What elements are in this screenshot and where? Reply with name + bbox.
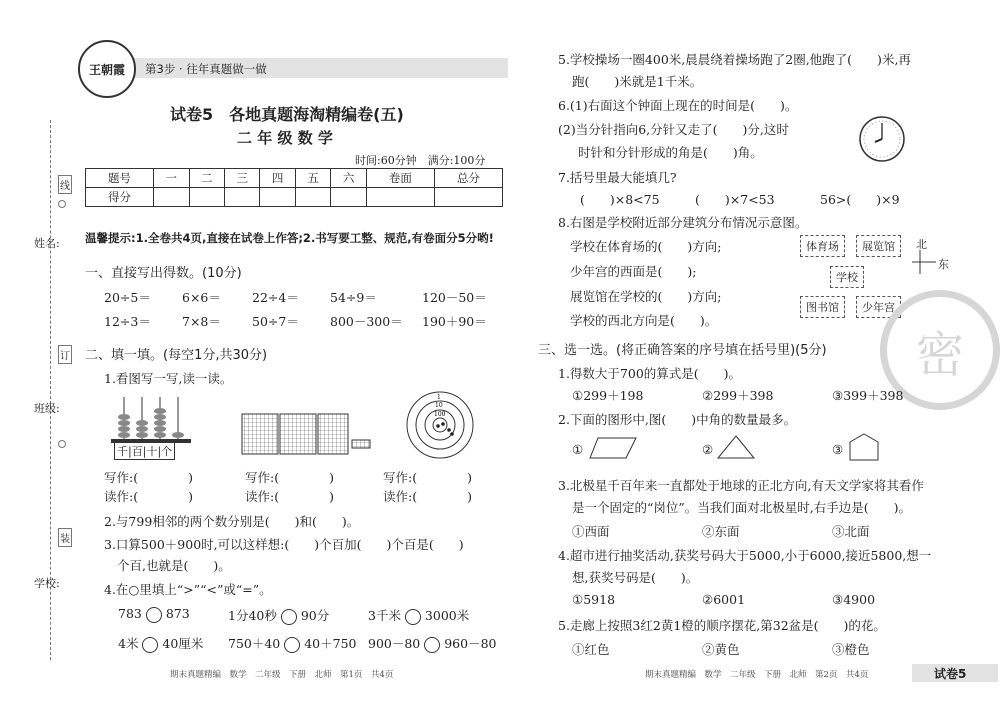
compare-circle[interactable] xyxy=(284,637,300,653)
option[interactable]: ② xyxy=(702,442,714,457)
calc: 800－300＝ xyxy=(330,314,403,329)
c4-text: 4.超市进行抽奖活动,获奖号码大于5000,小于6000,接近5800,想一 xyxy=(558,548,932,563)
option[interactable]: ③399＋398 xyxy=(832,388,904,403)
compare-item: 750＋40 40＋750 xyxy=(228,636,357,651)
seal-mark: 线 xyxy=(58,175,72,194)
q3-text: 3.口算500＋900时,可以这样想:( )个百加( )个百是( ) xyxy=(104,537,464,552)
calc: 22÷4＝ xyxy=(252,290,299,305)
option[interactable]: ①红色 xyxy=(572,642,610,657)
compare-item: 900－80 960－80 xyxy=(368,636,497,651)
parallelogram-shape xyxy=(588,436,638,460)
part1-heading: 一、直接写出得数。(10分) xyxy=(85,266,242,281)
pentagon-shape xyxy=(846,432,882,462)
c2-text: 2.下面的图形中,图( )中角的数量最多。 xyxy=(558,412,797,427)
q6-text: 6.(1)右面这个钟面上现在的时间是( )。 xyxy=(558,98,798,113)
option[interactable]: ③ xyxy=(832,442,844,457)
score-row-label: 得分 xyxy=(86,188,154,207)
q7-text: 7.括号里最大能填几? xyxy=(558,170,677,185)
score-cell[interactable] xyxy=(295,188,330,207)
option[interactable]: ①西面 xyxy=(572,524,610,539)
q5-text: 5.学校操场一圈400米,晨晨绕着操场跑了2圈,他跑了( )米,再 xyxy=(558,52,911,67)
q8-text: 8.右图是学校附近部分建筑分布情况示意图。 xyxy=(558,215,808,230)
step-label: 第3步 · 往年真题做一做 xyxy=(145,62,267,76)
score-cell[interactable] xyxy=(154,188,189,207)
q6-text-3: 时针和分针形成的角是( )角。 xyxy=(578,145,763,160)
footer-right: 期末真题精编 数学 二年级 下册 北师 第2页 共4页 xyxy=(645,670,869,680)
c3-text-cont: 是一个固定的“岗位”。当我们面对北极星时,右手边是( )。 xyxy=(572,500,912,515)
name-label: 姓名: xyxy=(34,237,60,250)
option[interactable]: ③4900 xyxy=(832,592,876,607)
clock-icon xyxy=(858,115,906,163)
c4-text-cont: 想,获奖号码是( )。 xyxy=(572,570,699,585)
exam-tag: 试卷5 xyxy=(912,664,998,682)
calc: 50÷7＝ xyxy=(252,314,299,329)
map-exhibit: 展览馆 xyxy=(856,235,901,257)
exam-subtitle: 二 年 级 数 学 xyxy=(237,129,333,147)
compare-circle[interactable] xyxy=(146,607,162,623)
map-school: 学校 xyxy=(830,266,864,288)
compare-circle[interactable] xyxy=(281,609,297,625)
binding-hole xyxy=(58,440,66,448)
exam-title: 试卷5 各地真题海淘精编卷(五) xyxy=(170,105,404,124)
score-cell[interactable] xyxy=(224,188,259,207)
map-gym: 体育场 xyxy=(800,235,845,257)
read-blank[interactable]: 读作:( ) xyxy=(245,489,334,504)
option[interactable]: ②东面 xyxy=(702,524,740,539)
target-label: 1 xyxy=(437,394,441,401)
q6-text-2: (2)当分针指向6,分针又走了( )分,这时 xyxy=(558,122,789,137)
c3-text: 3.北极星千百年来一直都处于地球的正北方向,有天文学家将其看作 xyxy=(558,478,924,493)
score-header: 一 xyxy=(154,169,189,188)
option[interactable]: ①5918 xyxy=(572,592,616,607)
write-blank[interactable]: 写作:( ) xyxy=(383,470,472,485)
option[interactable]: ②黄色 xyxy=(702,642,740,657)
map-east-label: 东 xyxy=(938,258,949,271)
c1-text: 1.得数大于700的算式是( )。 xyxy=(558,366,742,381)
q8-item: 学校的西北方向是( )。 xyxy=(570,313,718,328)
time-info: 时间:60分钟 满分:100分 xyxy=(355,154,486,167)
score-header: 五 xyxy=(295,169,330,188)
calc: 190＋90＝ xyxy=(422,314,487,329)
score-header: 三 xyxy=(224,169,259,188)
binding-hole xyxy=(58,200,66,208)
target-label: 100 xyxy=(434,411,446,418)
publisher-logo: 王朝霞 xyxy=(78,40,136,98)
score-cell[interactable] xyxy=(366,188,434,207)
compare-item: 783 873 xyxy=(118,606,190,621)
score-cell[interactable] xyxy=(434,188,502,207)
compare-item: 3千米 3000米 xyxy=(368,608,470,623)
score-header: 题号 xyxy=(86,169,154,188)
q7-item: 56>( )×9 xyxy=(820,192,900,207)
calc: 6×6＝ xyxy=(182,290,221,305)
q4-text: 4.在○里填上“>”“<”或“=”。 xyxy=(104,582,272,597)
map-north-label: 北 xyxy=(916,238,927,251)
tip-text: 温馨提示:1.全卷共4页,直接在试卷上作答;2.书写要工整、规范,有卷面分5分哟! xyxy=(85,231,494,245)
compare-item: 1分40秒 90分 xyxy=(228,608,330,623)
q2-text: 2.与799相邻的两个数分别是( )和( )。 xyxy=(104,514,360,529)
write-blank[interactable]: 写作:( ) xyxy=(104,470,193,485)
q5-text-cont: 跑( )米就是1千米。 xyxy=(572,74,703,89)
read-blank[interactable]: 读作:( ) xyxy=(104,489,193,504)
score-cell[interactable] xyxy=(189,188,224,207)
option[interactable]: ①299＋198 xyxy=(572,388,644,403)
calc: 54÷9＝ xyxy=(330,290,377,305)
option[interactable]: ②299＋398 xyxy=(702,388,774,403)
q8-item: 展览馆在学校的( )方向; xyxy=(570,289,722,304)
q7-item: ( )×8<75 xyxy=(580,192,660,207)
compare-circle[interactable] xyxy=(405,609,421,625)
counter-target-image xyxy=(405,390,475,460)
abacus-labels: 千|百|十|个 xyxy=(114,442,175,460)
q3-text-cont: 个百,也就是( )。 xyxy=(117,558,231,573)
target-label: 10 xyxy=(435,402,443,409)
q8-item: 学校在体育场的( )方向; xyxy=(570,239,722,254)
score-header: 六 xyxy=(331,169,366,188)
score-cell[interactable] xyxy=(260,188,295,207)
class-label: 班级: xyxy=(34,402,60,415)
option[interactable]: ③北面 xyxy=(832,524,870,539)
score-header: 总分 xyxy=(434,169,502,188)
score-header: 卷面 xyxy=(366,169,434,188)
calc: 20÷5＝ xyxy=(104,290,151,305)
c5-text: 5.走廊上按照3红2黄1橙的顺序摆花,第32盆是( )的花。 xyxy=(558,618,886,633)
calc: 12÷3＝ xyxy=(104,314,151,329)
seal-mark: 订 xyxy=(58,345,72,364)
footer-left: 期末真题精编 数学 二年级 下册 北师 第1页 共4页 xyxy=(170,670,394,680)
compare-circle[interactable] xyxy=(142,637,158,653)
q7-item: ( )×7<53 xyxy=(695,192,775,207)
option[interactable]: ① xyxy=(572,442,584,457)
map-youth: 少年宫 xyxy=(856,296,901,318)
compass-icon xyxy=(910,248,938,276)
part2-heading: 二、填一填。(每空1分,共30分) xyxy=(85,348,268,363)
q1-text: 1.看图写一写,读一读。 xyxy=(104,371,233,386)
triangle-shape xyxy=(716,434,756,460)
write-blank[interactable]: 写作:( ) xyxy=(245,470,334,485)
seal-watermark: 密 xyxy=(880,290,1000,410)
read-blank[interactable]: 读作:( ) xyxy=(383,489,472,504)
calc: 120－50＝ xyxy=(422,290,487,305)
part3-heading: 三、选一选。(将正确答案的序号填在括号里)(5分) xyxy=(538,343,827,358)
score-table xyxy=(85,168,503,207)
q8-item: 少年宫的西面是( ); xyxy=(570,264,697,279)
map-library: 图书馆 xyxy=(800,296,845,318)
score-cell[interactable] xyxy=(331,188,366,207)
calc: 7×8＝ xyxy=(182,314,221,329)
compare-circle[interactable] xyxy=(424,637,440,653)
option[interactable]: ③橙色 xyxy=(832,642,870,657)
seal-mark: 装 xyxy=(58,528,72,547)
base-ten-blocks-image xyxy=(240,410,375,458)
school-label: 学校: xyxy=(34,577,60,590)
compare-item: 4米 40厘米 xyxy=(118,636,204,651)
score-header: 四 xyxy=(260,169,295,188)
score-header: 二 xyxy=(189,169,224,188)
option[interactable]: ②6001 xyxy=(702,592,746,607)
